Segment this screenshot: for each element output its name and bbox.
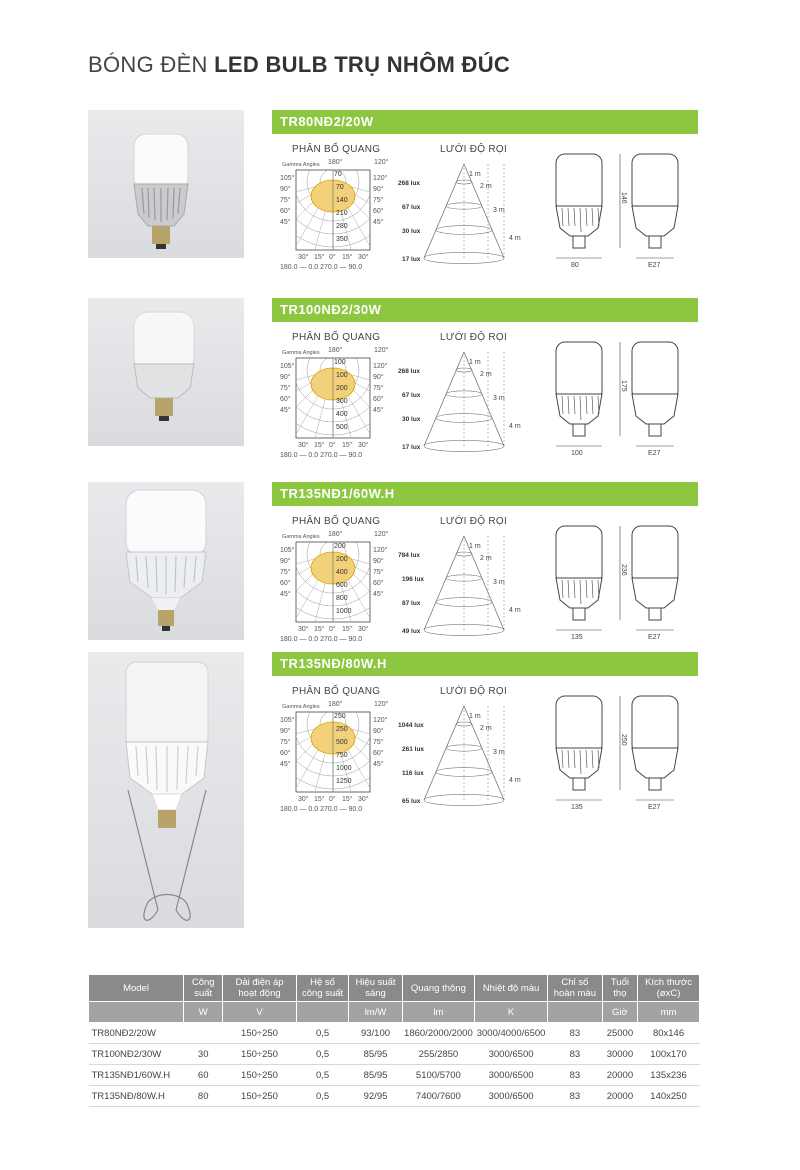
lux-label: 87 lux [402, 600, 421, 607]
table-cell: 20000 [602, 1086, 637, 1107]
svg-text:4 m: 4 m [509, 423, 521, 430]
svg-text:30°: 30° [298, 626, 309, 633]
illuminance-cone [398, 162, 528, 280]
height-dim: 175 [620, 380, 627, 392]
svg-text:1 m: 1 m [469, 543, 481, 550]
table-header-cell: Hiệu suất sáng [349, 975, 402, 1002]
table-cell: 80x146 [638, 1023, 700, 1044]
polar-diagram [278, 528, 388, 646]
svg-text:30°: 30° [358, 796, 369, 803]
table-cell: 140x250 [638, 1086, 700, 1107]
svg-text:4 m: 4 m [509, 235, 521, 242]
table-row [89, 1065, 700, 1086]
svg-text:180.0 — 0.0 270.0 — 90.0: 180.0 — 0.0 270.0 — 90.0 [280, 806, 363, 813]
width-dim: 100 [571, 450, 583, 457]
table-unit-cell: lm [402, 1002, 475, 1023]
svg-text:30°: 30° [298, 254, 309, 261]
table-header-row [89, 975, 700, 1002]
gamma-label: Gamma Angles [282, 534, 320, 540]
polar-value: 200 [336, 556, 348, 563]
polar-value: 400 [336, 569, 348, 576]
height-dim: 250 [620, 734, 627, 746]
table-header-cell: Kích thước (øxC) [638, 975, 700, 1002]
dimension-drawing [548, 146, 698, 276]
dimension-drawing [548, 518, 698, 648]
table-unit-cell [296, 1002, 349, 1023]
table-cell [184, 1023, 223, 1044]
svg-text:120°: 120° [374, 531, 388, 538]
lux-label: 268 lux [398, 180, 421, 187]
svg-text:75°: 75° [373, 739, 384, 746]
polar-value: 250 [336, 726, 348, 733]
table-cell: 83 [547, 1044, 602, 1065]
svg-text:4 m: 4 m [509, 607, 521, 614]
table-cell: 150÷250 [223, 1086, 296, 1107]
svg-text:90°: 90° [373, 186, 384, 193]
gamma-label: Gamma Angles [282, 704, 320, 710]
svg-text:15°: 15° [342, 442, 353, 449]
polar-value: 250 [334, 713, 346, 720]
svg-text:75°: 75° [373, 569, 384, 576]
svg-text:E27: E27 [648, 262, 661, 269]
table-header-cell: Quang thông [402, 975, 475, 1002]
svg-text:60°: 60° [373, 750, 384, 757]
polar-value: 140 [336, 197, 348, 204]
table-cell: TR135NĐ1/60W.H [89, 1065, 184, 1086]
table-cell: 0,5 [296, 1065, 349, 1086]
table-cell: 150÷250 [223, 1023, 296, 1044]
svg-text:120°: 120° [374, 347, 388, 354]
product-photo-1 [88, 110, 244, 258]
svg-text:15°: 15° [314, 442, 325, 449]
table-units-row [89, 1002, 700, 1023]
light-distribution-label: PHÂN BỐ QUANG [292, 332, 381, 343]
table-header-cell: Hệ số công suất [296, 975, 349, 1002]
illuminance-cone [398, 534, 528, 652]
svg-text:2 m: 2 m [480, 183, 492, 190]
svg-text:45°: 45° [280, 591, 291, 598]
illuminance-grid-label: LƯỚI ĐỘ RỌI [440, 686, 508, 697]
table-cell: 3000/4000/6500 [475, 1023, 548, 1044]
lux-label: 196 lux [402, 576, 425, 583]
table-unit-cell: W [184, 1002, 223, 1023]
illuminance-cone [398, 704, 528, 822]
svg-text:15°: 15° [314, 796, 325, 803]
svg-text:45°: 45° [280, 761, 291, 768]
table-cell: 93/100 [349, 1023, 402, 1044]
svg-text:45°: 45° [280, 219, 291, 226]
table-cell: 135x236 [638, 1065, 700, 1086]
lux-label: 268 lux [398, 368, 421, 375]
svg-text:15°: 15° [314, 254, 325, 261]
svg-text:180°: 180° [328, 701, 343, 708]
svg-text:0°: 0° [329, 254, 336, 261]
dimension-drawing [548, 334, 698, 464]
svg-text:75°: 75° [280, 197, 291, 204]
table-cell: 0,5 [296, 1086, 349, 1107]
lux-label: 116 lux [402, 770, 424, 777]
svg-text:120°: 120° [373, 363, 388, 370]
svg-text:E27: E27 [648, 450, 661, 457]
svg-text:30°: 30° [358, 626, 369, 633]
table-cell: 0,5 [296, 1023, 349, 1044]
polar-value: 1000 [336, 608, 352, 615]
lux-label: 784 lux [398, 552, 421, 559]
svg-text:120°: 120° [374, 159, 388, 166]
illuminance-grid-label: LƯỚI ĐỘ RỌI [440, 516, 508, 527]
lux-label: 30 lux [402, 416, 421, 423]
svg-text:90°: 90° [280, 728, 291, 735]
table-header-cell: Tuổi thọ [602, 975, 637, 1002]
lux-label: 67 lux [402, 204, 421, 211]
svg-text:0°: 0° [329, 796, 336, 803]
svg-text:180.0 — 0.0 270.0 — 90.0: 180.0 — 0.0 270.0 — 90.0 [280, 636, 363, 643]
table-cell: 83 [547, 1065, 602, 1086]
svg-text:2 m: 2 m [480, 555, 492, 562]
lux-label: 17 lux [402, 256, 421, 263]
svg-text:60°: 60° [373, 208, 384, 215]
lux-label: 65 lux [402, 798, 421, 805]
table-cell: 7400/7600 [402, 1086, 475, 1107]
polar-value: 200 [334, 543, 346, 550]
polar-value: 280 [336, 223, 348, 230]
polar-value: 500 [336, 739, 348, 746]
svg-text:15°: 15° [314, 626, 325, 633]
svg-text:3 m: 3 m [493, 579, 505, 586]
table-cell: 30 [184, 1044, 223, 1065]
table-cell: 83 [547, 1086, 602, 1107]
svg-text:180°: 180° [328, 159, 343, 166]
table-unit-cell: lm/W [349, 1002, 402, 1023]
table-header-cell: Công suất [184, 975, 223, 1002]
svg-text:1 m: 1 m [469, 171, 481, 178]
svg-text:2 m: 2 m [480, 725, 492, 732]
svg-text:90°: 90° [373, 374, 384, 381]
polar-diagram [278, 698, 388, 816]
product-photo-2 [88, 298, 244, 446]
polar-value: 500 [336, 424, 348, 431]
svg-text:45°: 45° [280, 407, 291, 414]
table-cell: 83 [547, 1023, 602, 1044]
svg-text:0°: 0° [329, 626, 336, 633]
table-cell: 85/95 [349, 1065, 402, 1086]
svg-text:E27: E27 [648, 634, 661, 641]
gamma-label: Gamma Angles [282, 350, 320, 356]
polar-value: 100 [336, 372, 348, 379]
svg-text:45°: 45° [373, 219, 384, 226]
polar-value: 200 [336, 385, 348, 392]
svg-text:1 m: 1 m [469, 713, 481, 720]
polar-value: 750 [336, 752, 348, 759]
lux-label: 30 lux [402, 228, 421, 235]
table-unit-cell [547, 1002, 602, 1023]
table-row [89, 1023, 700, 1044]
table-row [89, 1044, 700, 1065]
table-cell: 150÷250 [223, 1065, 296, 1086]
svg-text:60°: 60° [280, 208, 291, 215]
width-dim: 135 [571, 634, 583, 641]
lux-label: 1044 lux [398, 722, 424, 729]
spec-table [88, 974, 700, 1107]
model-header-bar: TR80NĐ2/20W [272, 110, 698, 134]
svg-text:45°: 45° [373, 407, 384, 414]
table-unit-cell: mm [638, 1002, 700, 1023]
model-header-bar: TR100NĐ2/30W [272, 298, 698, 322]
svg-text:3 m: 3 m [493, 749, 505, 756]
table-cell: TR80NĐ2/20W [89, 1023, 184, 1044]
table-cell: 92/95 [349, 1086, 402, 1107]
svg-text:60°: 60° [373, 580, 384, 587]
table-cell: 3000/6500 [475, 1065, 548, 1086]
table-cell: 60 [184, 1065, 223, 1086]
table-cell: 150÷250 [223, 1044, 296, 1065]
table-cell: 80 [184, 1086, 223, 1107]
product-photo-4 [88, 652, 244, 928]
table-cell: 100x170 [638, 1044, 700, 1065]
model-header-bar: TR135NĐ1/60W.H [272, 482, 698, 506]
table-unit-cell: Giờ [602, 1002, 637, 1023]
svg-text:30°: 30° [298, 796, 309, 803]
table-cell: 1860/2000/2000 [402, 1023, 475, 1044]
table-header-cell: Model [89, 975, 184, 1002]
height-dim: 146 [620, 192, 627, 204]
svg-text:2 m: 2 m [480, 371, 492, 378]
svg-text:3 m: 3 m [493, 395, 505, 402]
light-distribution-label: PHÂN BỐ QUANG [292, 686, 381, 697]
svg-text:180.0 — 0.0 270.0 — 90.0: 180.0 — 0.0 270.0 — 90.0 [280, 452, 363, 459]
svg-text:120°: 120° [373, 175, 388, 182]
polar-value: 400 [336, 411, 348, 418]
polar-diagram [278, 344, 388, 462]
model-header-bar: TR135NĐ/80W.H [272, 652, 698, 676]
width-dim: 80 [571, 262, 579, 269]
svg-text:180°: 180° [328, 347, 343, 354]
svg-text:60°: 60° [280, 750, 291, 757]
svg-text:105°: 105° [280, 175, 295, 182]
svg-text:105°: 105° [280, 363, 295, 370]
table-cell: 3000/6500 [475, 1044, 548, 1065]
svg-text:60°: 60° [280, 580, 291, 587]
table-cell: TR135NĐ/80W.H [89, 1086, 184, 1107]
light-distribution-label: PHÂN BỐ QUANG [292, 516, 381, 527]
svg-text:30°: 30° [358, 442, 369, 449]
svg-text:30°: 30° [298, 442, 309, 449]
polar-value: 210 [336, 210, 348, 217]
table-cell: 20000 [602, 1065, 637, 1086]
table-cell: TR100NĐ2/30W [89, 1044, 184, 1065]
svg-text:105°: 105° [280, 717, 295, 724]
svg-text:E27: E27 [648, 804, 661, 811]
polar-value: 350 [336, 236, 348, 243]
svg-text:45°: 45° [373, 761, 384, 768]
svg-text:90°: 90° [280, 374, 291, 381]
svg-text:1 m: 1 m [469, 359, 481, 366]
lux-label: 261 lux [402, 746, 425, 753]
table-header-cell: Chỉ số hoàn màu [547, 975, 602, 1002]
polar-value: 70 [336, 184, 344, 191]
table-header-cell: Dải điện áp hoạt động [223, 975, 296, 1002]
svg-text:90°: 90° [280, 186, 291, 193]
svg-text:180.0 — 0.0 270.0 — 90.0: 180.0 — 0.0 270.0 — 90.0 [280, 264, 363, 271]
illuminance-cone [398, 350, 528, 468]
svg-text:60°: 60° [280, 396, 291, 403]
table-row [89, 1086, 700, 1107]
table-cell: 5100/5700 [402, 1065, 475, 1086]
svg-text:3 m: 3 m [493, 207, 505, 214]
svg-text:75°: 75° [280, 385, 291, 392]
table-unit-cell: V [223, 1002, 296, 1023]
svg-text:90°: 90° [373, 728, 384, 735]
table-unit-cell [89, 1002, 184, 1023]
svg-text:120°: 120° [374, 701, 388, 708]
svg-text:90°: 90° [373, 558, 384, 565]
svg-text:75°: 75° [280, 569, 291, 576]
light-distribution-label: PHÂN BỐ QUANG [292, 144, 381, 155]
svg-text:30°: 30° [358, 254, 369, 261]
svg-text:75°: 75° [373, 385, 384, 392]
illuminance-grid-label: LƯỚI ĐỘ RỌI [440, 332, 508, 343]
polar-diagram [278, 156, 388, 274]
gamma-label: Gamma Angles [282, 162, 320, 168]
polar-value: 600 [336, 582, 348, 589]
svg-text:120°: 120° [373, 547, 388, 554]
svg-text:75°: 75° [373, 197, 384, 204]
svg-text:4 m: 4 m [509, 777, 521, 784]
polar-value: 1000 [336, 765, 352, 772]
svg-text:15°: 15° [342, 626, 353, 633]
lux-label: 17 lux [402, 444, 421, 451]
polar-value: 300 [336, 398, 348, 405]
page-title: BÓNG ĐÈN LED BULB TRỤ NHÔM ĐÚC [88, 52, 511, 77]
table-cell: 30000 [602, 1044, 637, 1065]
svg-text:180°: 180° [328, 531, 343, 538]
svg-text:0°: 0° [329, 442, 336, 449]
table-cell: 85/95 [349, 1044, 402, 1065]
table-cell: 3000/6500 [475, 1086, 548, 1107]
illuminance-grid-label: LƯỚI ĐỘ RỌI [440, 144, 508, 155]
svg-text:45°: 45° [373, 591, 384, 598]
table-cell: 255/2850 [402, 1044, 475, 1065]
dimension-drawing [548, 688, 698, 818]
svg-text:105°: 105° [280, 547, 295, 554]
lux-label: 67 lux [402, 392, 421, 399]
polar-value: 70 [334, 171, 342, 178]
height-dim: 236 [620, 564, 627, 576]
product-photo-3 [88, 482, 244, 640]
svg-text:15°: 15° [342, 796, 353, 803]
polar-value: 1250 [336, 778, 352, 785]
table-unit-cell: K [475, 1002, 548, 1023]
table-cell: 0,5 [296, 1044, 349, 1065]
svg-text:120°: 120° [373, 717, 388, 724]
svg-text:60°: 60° [373, 396, 384, 403]
polar-value: 100 [334, 359, 346, 366]
lux-label: 49 lux [402, 628, 421, 635]
svg-text:90°: 90° [280, 558, 291, 565]
width-dim: 135 [571, 804, 583, 811]
table-header-cell: Nhiệt độ màu [475, 975, 548, 1002]
table-cell: 25000 [602, 1023, 637, 1044]
svg-text:15°: 15° [342, 254, 353, 261]
svg-text:75°: 75° [280, 739, 291, 746]
polar-value: 800 [336, 595, 348, 602]
